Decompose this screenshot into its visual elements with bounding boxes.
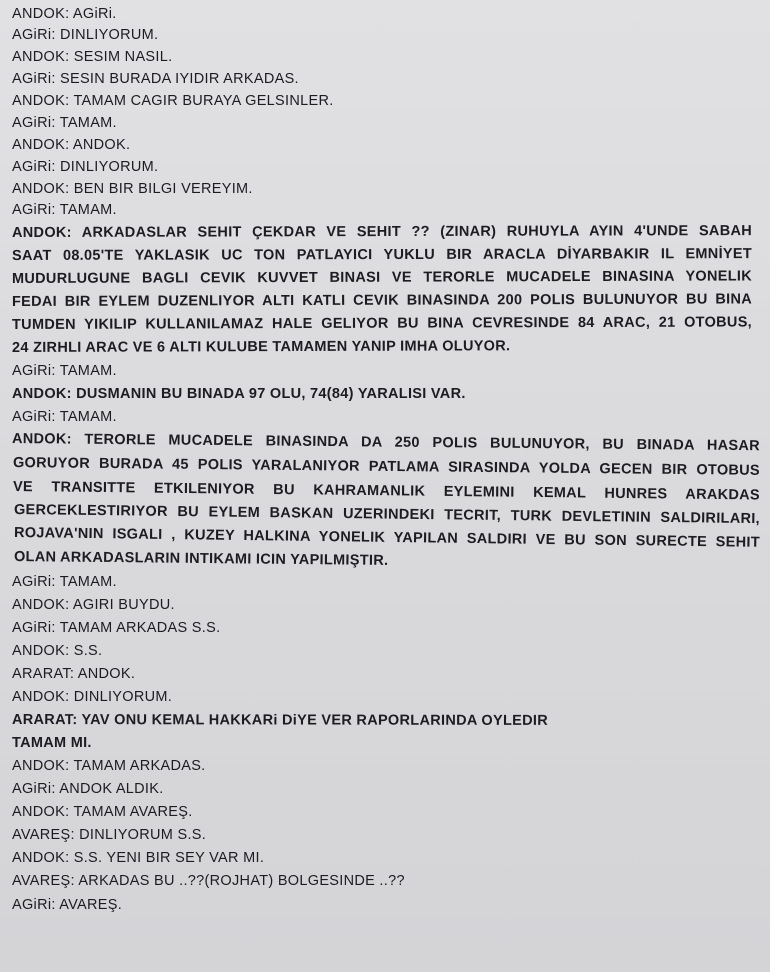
- transcript-line: AGiRi: TAMAM.: [12, 574, 117, 590]
- transcript-line: AGiRi: TAMAM.: [12, 115, 117, 131]
- transcript-line: GERCEKLESTIRIYOR BU EYLEM BASKAN UZERINDEKI TECRIT, TURK DEVLETININ SALDIRILARI,: [13, 502, 761, 528]
- transcript-line: ARARAT: YAV ONU KEMAL HAKKARi DiYE VER RAPORLARINDA OYLEDIR: [11, 712, 548, 729]
- transcript-line: AGiRi: TAMAM.: [12, 409, 117, 425]
- transcript-line: SAAT 08.05'TE YAKLASIK UC TON PATLAYICI YUKLU BIR ARACLA DİYARBAKIR IL EMNİYET: [11, 246, 753, 264]
- transcript-line: ANDOK: AGiRi.: [12, 6, 117, 22]
- transcript-line: ANDOK: SESIM NASIL.: [12, 49, 173, 65]
- transcript-line: ANDOK: ARKADASLAR SEHIT ÇEKDAR VE SEHIT ?? (ZINAR) RUHUYLA AYIN 4'UNDE SABAH: [11, 223, 753, 241]
- transcript-line: AVAREŞ: ARKADAS BU ..??(ROJHAT) BOLGESINDE ..??: [12, 873, 405, 889]
- transcript-line: ANDOK: S.S.: [12, 643, 103, 659]
- transcript-line: ARARAT: ANDOK.: [12, 666, 136, 682]
- transcript-line: AVAREŞ: DINLIYORUM S.S.: [12, 827, 207, 843]
- transcript-line: AGiRi: TAMAM ARKADAS S.S.: [12, 620, 221, 636]
- transcript-line: FEDAI BIR EYLEM DUZENLIYOR ALTI KATLI CEVIK BINASINDA 200 POLIS BULUNUYOR BU BINA: [11, 291, 753, 310]
- transcript-line: ANDOK: DINLIYORUM.: [12, 689, 173, 705]
- transcript-line: AGiRi: ANDOK ALDIK.: [12, 781, 164, 797]
- transcript-line: AGiRi: TAMAM.: [12, 363, 117, 379]
- transcript-line: TUMDEN YIKILIP KULLANILAMAZ HALE GELIYOR BU BINA CEVRESINDE 84 ARAC, 21 OTOBUS,: [11, 314, 753, 333]
- transcript-line: TAMAM MI.: [12, 735, 92, 751]
- transcript-line: ANDOK: BEN BIR BILGI VEREYIM.: [12, 181, 253, 197]
- transcript-line: ANDOK: TAMAM AVAREŞ.: [12, 804, 193, 820]
- transcript-line: ANDOK: TAMAM CAGIR BURAYA GELSINLER.: [12, 93, 334, 109]
- transcript-line: 24 ZIRHLI ARAC VE 6 ALTI KULUBE TAMAMEN YANIP IMHA OLUYOR.: [11, 338, 511, 356]
- transcript-line: AGiRi: DINLIYORUM.: [12, 159, 159, 175]
- transcript-line: ANDOK: AGIRI BUYDU.: [12, 597, 175, 613]
- transcript-line: ANDOK: TERORLE MUCADELE BINASINDA DA 250 POLIS BULUNUYOR, BU BINADA HASAR: [11, 431, 761, 455]
- transcript-line: AGiRi: TAMAM.: [12, 202, 117, 218]
- transcript-line: ANDOK: DUSMANIN BU BINADA 97 OLU, 74(84) YARALISI VAR.: [12, 386, 466, 402]
- transcript-line: AGiRi: DINLIYORUM.: [12, 27, 159, 43]
- transcript-line: AGiRi: AVAREŞ.: [12, 897, 123, 913]
- transcript-line: OLAN ARKADASLARIN INTIKAMI ICIN YAPILMIŞTIR.: [13, 549, 389, 569]
- transcript-line: GORUYOR BURADA 45 POLIS YARALANIYOR PATLAMA SIRASINDA YOLDA GECEN BIR OTOBUS: [12, 455, 761, 479]
- transcript-line: ANDOK: ANDOK.: [12, 137, 131, 153]
- transcript-line: MUDURLUGUNE BAGLI CEVIK KUVVET BINASI VE TERORLE MUCADELE BINASINA YONELIK: [11, 268, 753, 287]
- transcript-line: ANDOK: TAMAM ARKADAS.: [12, 758, 206, 774]
- transcript-line: AGiRi: SESIN BURADA IYIDIR ARKADAS.: [12, 71, 299, 87]
- transcript-line: ROJAVA'NIN ISGALI , KUZEY HALKINA YONELIK YAPILAN SALDIRI VE BU SON SURECTE SEHIT: [13, 525, 761, 551]
- transcript-line: VE TRANSITTE ETKILENIYOR BU KAHRAMANLIK EYLEMINI KEMAL HUNRES ARAKDAS: [12, 479, 761, 504]
- transcript-line: ANDOK: S.S. YENI BIR SEY VAR MI.: [12, 850, 265, 866]
